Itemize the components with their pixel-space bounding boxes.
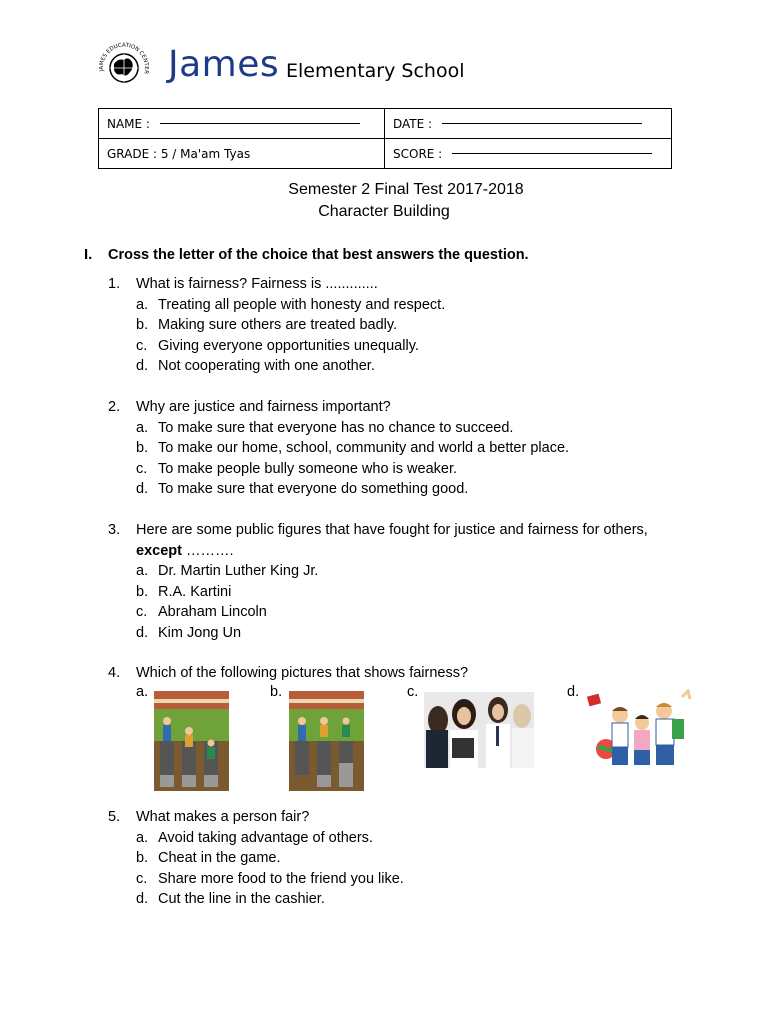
question-blank: ……….: [181, 542, 234, 559]
option-c[interactable]: c. Giving everyone opportunities unequally.: [136, 337, 419, 354]
option-d[interactable]: d. Not cooperating with one another.: [136, 358, 375, 374]
name-label: NAME :: [107, 116, 150, 131]
question-5: [108, 807, 708, 910]
question-text: Why are justice and fairness important?: [136, 399, 391, 415]
question-emphasis: except: [136, 542, 182, 559]
score-label: SCORE :: [393, 146, 443, 161]
picture-option-a-label[interactable]: a.: [136, 684, 149, 700]
question-number: 3.: [108, 522, 121, 538]
question-text: Which of the following pictures that shows fairness?: [136, 665, 469, 681]
students-group-photo[interactable]: [424, 692, 534, 768]
section-heading: [84, 246, 529, 263]
test-subject: Character Building: [318, 203, 450, 220]
picture-option-b-label[interactable]: b.: [270, 684, 283, 700]
question-text: What makes a person fair?: [136, 809, 310, 825]
option-a[interactable]: a. To make sure that everyone has no chance to succeed.: [136, 419, 514, 436]
question-1: [108, 274, 708, 377]
option-a[interactable]: a. Dr. Martin Luther King Jr.: [136, 563, 319, 579]
option-c[interactable]: c. Abraham Lincoln: [136, 604, 267, 620]
kids-cartoon-picture[interactable]: [586, 689, 694, 769]
name-field[interactable]: [160, 123, 360, 124]
option-d[interactable]: d. Kim Jong Un: [136, 624, 242, 641]
question-text: What is fairness? Fairness is .............: [136, 276, 378, 292]
school-header: [98, 40, 598, 100]
question-text: Here are some public figures that have fought for justice and fairness for others,: [136, 522, 648, 538]
student-info-table: [98, 108, 672, 169]
option-b[interactable]: b. To make our home, school, community and world a better place.: [136, 440, 570, 456]
test-title: Semester 2 Final Test 2017-2018: [288, 181, 524, 198]
section-instruction: Cross the letter of the choice that best answers the question.: [108, 247, 529, 263]
question-2: [108, 397, 708, 500]
picture-option-d-label[interactable]: d.: [567, 684, 580, 700]
question-4: [108, 663, 708, 684]
option-d[interactable]: d. Cut the line in the cashier.: [136, 891, 325, 907]
date-cell: [385, 109, 672, 139]
option-c[interactable]: c. To make people bully someone who is weaker.: [136, 460, 458, 477]
question-number: 1.: [108, 276, 121, 292]
option-b[interactable]: b. Cheat in the game.: [136, 850, 281, 866]
equity-boxes-picture[interactable]: [289, 691, 364, 791]
date-field[interactable]: [442, 123, 642, 124]
svg-text:JAMES EDUCATION CENTER JES: JAMES EDUCATION CENTER: [98, 42, 150, 75]
school-subtitle: Elementary School: [286, 60, 465, 82]
option-a[interactable]: a. Treating all people with honesty and respect.: [136, 296, 446, 313]
name-cell: [99, 109, 385, 139]
score-cell: [385, 139, 672, 169]
equality-boxes-picture[interactable]: [154, 691, 229, 791]
section-number: I.: [84, 246, 93, 263]
question-number: 2.: [108, 399, 121, 415]
picture-option-c-label[interactable]: c.: [407, 684, 419, 700]
grade-label: GRADE : 5 / Ma'am Tyas: [107, 146, 251, 161]
grade-cell: [99, 139, 385, 169]
school-brand-name: James: [168, 44, 280, 85]
option-d[interactable]: d. To make sure that everyone do something good.: [136, 481, 469, 497]
date-label: DATE :: [393, 116, 433, 131]
question-3: [108, 520, 708, 643]
option-b[interactable]: b. Making sure others are treated badly.: [136, 317, 398, 333]
question-number: 4.: [108, 665, 121, 681]
option-b[interactable]: b. R.A. Kartini: [136, 583, 232, 600]
option-c[interactable]: c. Share more food to the friend you like.: [136, 870, 404, 887]
score-field[interactable]: [452, 153, 652, 154]
option-a[interactable]: a. Avoid taking advantage of others.: [136, 829, 373, 846]
question-number: 5.: [108, 809, 121, 825]
school-logo-icon: [98, 42, 150, 98]
